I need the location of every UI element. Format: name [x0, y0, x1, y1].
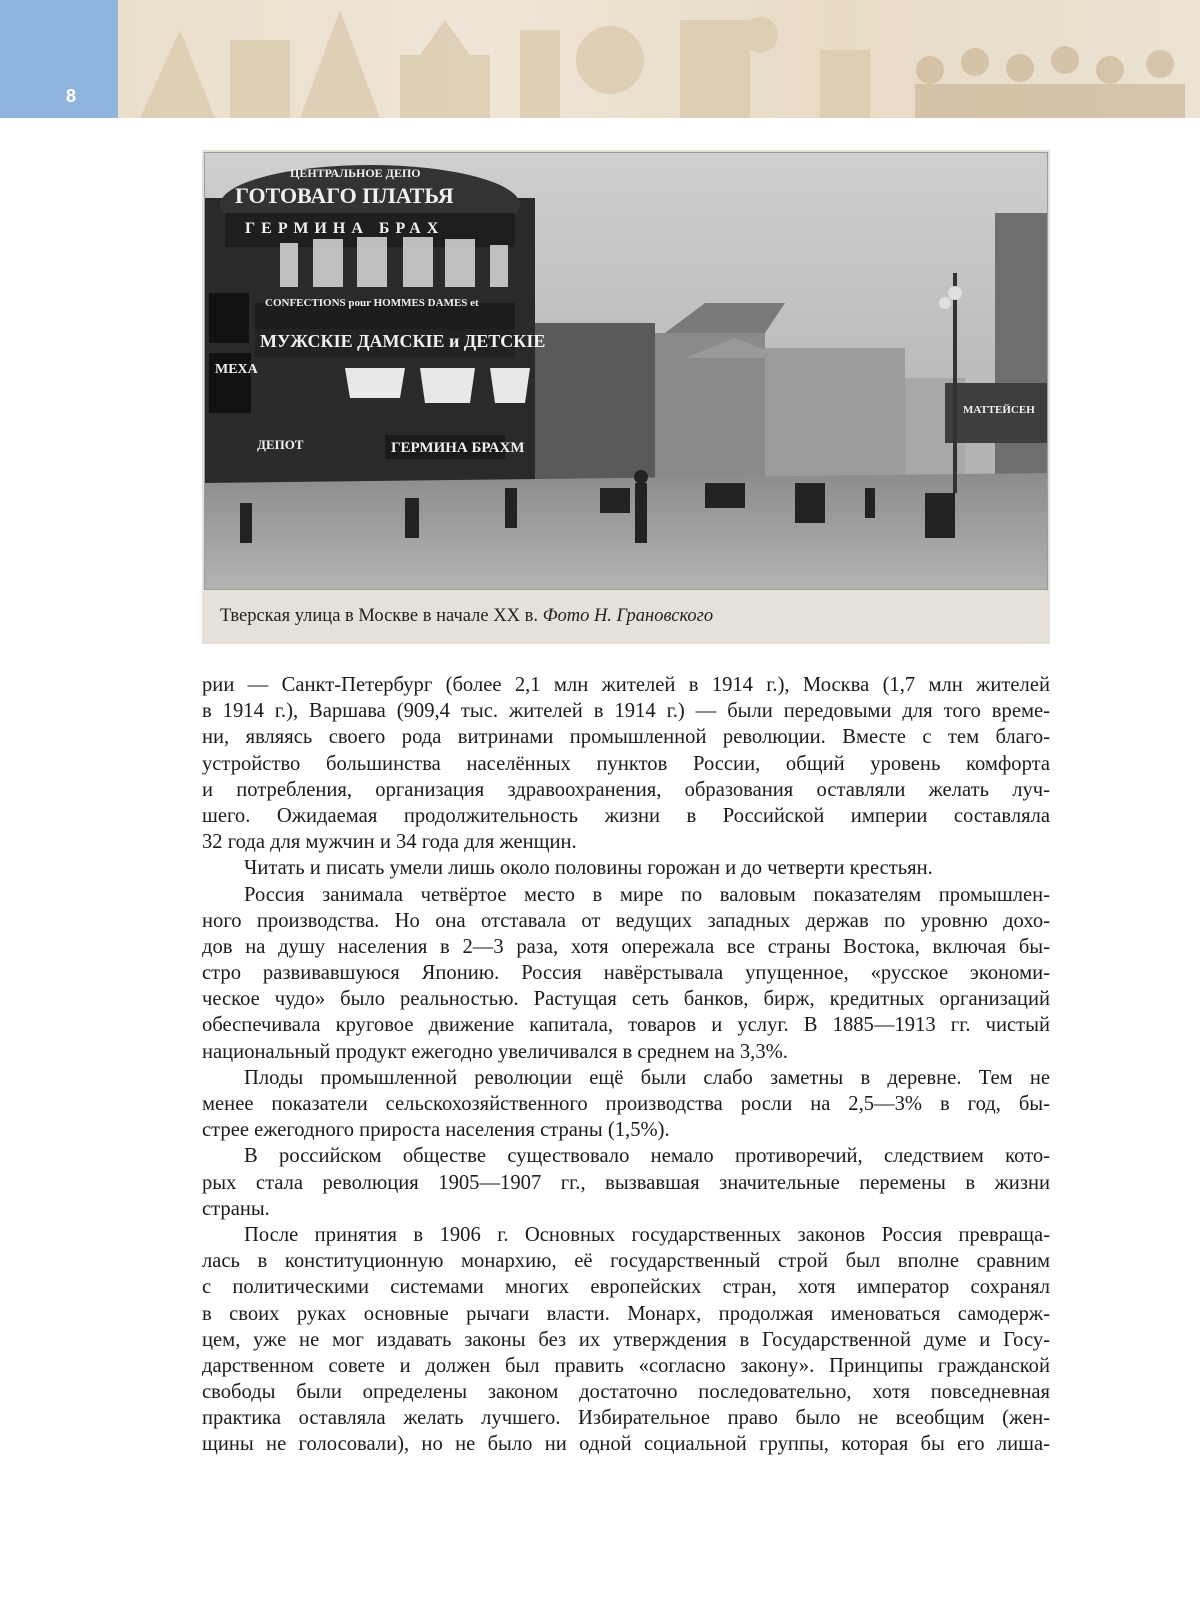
text-line: рых стала революция 1905—1907 гг., вызвавшая значительные перемены в жизни [202, 1171, 1050, 1194]
text-line: с политическими системами многих европейских стран, хотя император сохранял [202, 1276, 1050, 1299]
text-line: Россия занимала четвёртое место в мире по валовым показателям промышлен- [244, 883, 1050, 906]
sign-main-arc: ГОТОВАГО ПЛАТЬЯ [235, 183, 454, 208]
text-line: дарственном совете и должен был править «согласно закону». Принципы гражданской [202, 1354, 1050, 1377]
sign-right: МАТТЕЙСЕН [963, 404, 1035, 416]
text-line: цем, уже не мог издавать законы без их утверждения в Государственной думе и Госу- [202, 1328, 1050, 1351]
sign-shop-left: ДЕПОТ [257, 437, 304, 452]
paragraph [202, 1222, 1050, 1458]
sign-mens: МУЖСКIЕ ДАМСКIЕ и ДЕТСКIЕ [260, 331, 546, 351]
text-line: практика оставляла желать лучшего. Избирательное право было не всеобщим (жен- [202, 1407, 1050, 1430]
header-illustration [0, 0, 1200, 118]
page-number: 8 [66, 86, 77, 106]
text-line: рии — Санкт-Петербург (более 2,1 млн жителей в 1914 г.), Москва (1,7 млн жителей [202, 674, 1050, 696]
historical-photo [204, 152, 1048, 590]
sign-top-arc: ЦЕНТРАЛЬНОЕ ДЕПО [290, 166, 421, 180]
sign-fur: МЕХА [215, 362, 258, 377]
text-line: в 1914 г.), Варшава (909,4 тыс. жителей в 1914 г.) — были передовыми для того време- [202, 700, 1050, 723]
text-line: ного производства. Но она отставала от ведущих западных держав по уровню дохо- [202, 909, 1050, 932]
text-line: свободы были определены законом достаточно последовательно, хотя повседневная [202, 1381, 1050, 1404]
text-line: Читать и писать умели лишь около половины горожан и до четверти крестьян. [244, 857, 933, 880]
text-line: 32 года для мужчин и 34 года для женщин. [202, 831, 577, 854]
text-line: стро развивавшуюся Японию. Россия навёрстывала упущенное, «русское экономи- [202, 962, 1050, 985]
text-line: стрее ежегодного прироста населения страны (1,5%). [202, 1119, 670, 1142]
paragraph [202, 1143, 1050, 1222]
text-line: Плоды промышленной революции ещё были слабо заметны в деревне. Тем не [244, 1066, 1050, 1089]
text-line: шего. Ожидаемая продолжительность жизни в Российской империи составляла [202, 804, 1050, 827]
text-line: После принятия в 1906 г. Основных государственных законов Россия превраща- [244, 1223, 1050, 1246]
text-line: обеспечивала круговое движение капитала, товаров и услуг. В 1885—1913 гг. чистый [202, 1014, 1050, 1037]
paragraph [202, 672, 1050, 855]
text-line: страны. [202, 1197, 270, 1220]
paragraph [202, 882, 1050, 1065]
paragraph [202, 1065, 1050, 1144]
text-line: дов на душу населения в 2—3 раза, хотя опережала все страны Востока, включая бы- [202, 935, 1050, 958]
text-line: и потребления, организация здравоохранения, образования оставляли желать луч- [202, 778, 1050, 801]
paragraph [202, 855, 1050, 881]
figure [202, 150, 1050, 644]
text-line: менее показатели сельскохозяйственного производства росли на 2,5—3% в год, бы- [202, 1093, 1050, 1115]
text-line: устройство большинства населённых пунктов России, общий уровень комфорта [202, 752, 1050, 775]
text-line: В российском обществе существовало немало противоречий, следствием кото- [244, 1145, 1050, 1168]
text-line: лась в конституционную монархию, её государственный строй был вполне сравним [202, 1250, 1050, 1273]
sign-french: CONFECTIONS pour HOMMES DAMES et [265, 297, 479, 309]
page-number-tab [0, 0, 118, 118]
sign-germ-arc: ГЕРМИНА БРАХ [245, 220, 445, 237]
photo-credit: Фото Н. Грановского [542, 606, 714, 626]
sign-germ-low: ГЕРМИНА БРАХМ [391, 440, 525, 456]
header-band [0, 0, 1200, 118]
caption-text: Тверская улица в Москве в начале XX в. [220, 606, 538, 626]
figure-caption [220, 606, 713, 627]
text-line: ни, являясь своего рода витринами промышленной революции. Вместе с тем благо- [202, 726, 1050, 749]
text-line: в своих руках основные рычаги власти. Монарх, продолжая именоваться самодерж- [202, 1302, 1050, 1325]
text-line: щины не голосовали), но не было ни одной социальной группы, которая бы его лиша- [202, 1433, 1050, 1456]
street-photo-illustration [205, 153, 1047, 589]
body-text [202, 672, 1050, 1458]
text-line: национальный продукт ежегодно увеличивался в среднем на 3,3%. [202, 1040, 788, 1063]
text-line: ческое чудо» было реальностью. Растущая сеть банков, бирж, кредитных организаций [202, 988, 1050, 1011]
